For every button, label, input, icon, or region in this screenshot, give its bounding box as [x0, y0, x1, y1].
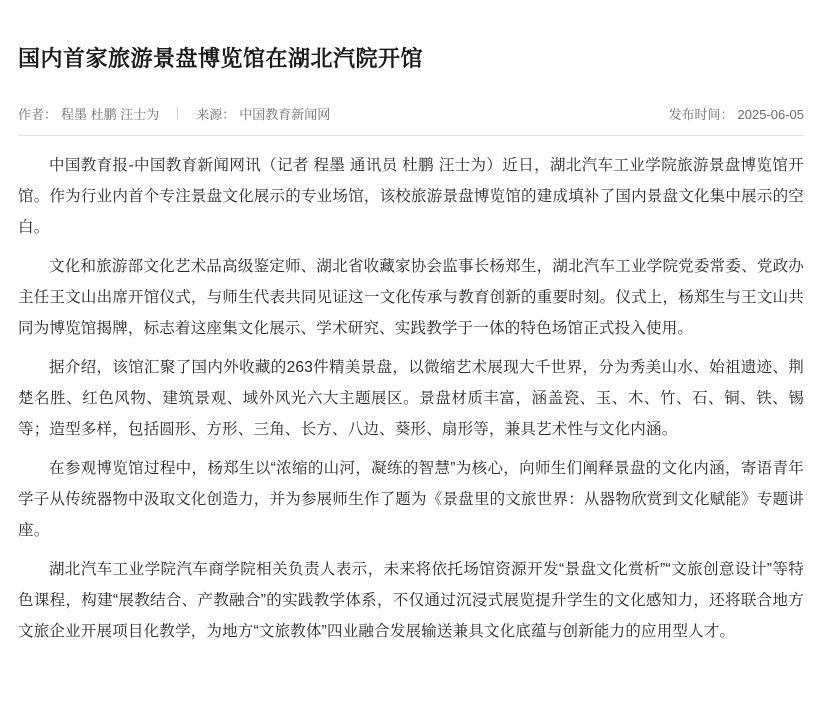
author-names: 程墨 杜鹏 汪士为 [61, 107, 160, 123]
author-info [18, 104, 159, 123]
article-paragraph: 在参观博览馆过程中，杨郑生以“浓缩的山河，凝练的智慧”为核心，向师生们阐释景盘的文化内涵，寄语青年学子从传统器物中汲取文化创造力，并为参展师生作了题为《景盘里的文旅世界：从器物欣赏到文化赋能》专题讲座。 [18, 460, 804, 540]
page-title: 国内首家旅游景盘博览馆在湖北汽院开馆 [18, 45, 424, 71]
article-page [0, 15, 822, 717]
publish-label: 发布时间： [668, 107, 734, 123]
author-label: 作者： [18, 107, 58, 123]
source-info [196, 104, 330, 123]
publish-date: 2025-06-05 [737, 107, 804, 123]
article-paragraph: 湖北汽车工业学院汽车商学院相关负责人表示，未来将依托场馆资源开发“景盘文化赏析”“文旅创意设计”等特色课程，构建“展教结合、产教融合”的实践教学体系，不仅通过沉浸式展览提升学生的文化感知力，还将联合地方文旅企业开展项目化教学，为地方“文旅教体”四业融合发展输送兼具文化底蕴与创新能力的应用型人才。 [18, 561, 804, 641]
article-paragraph: 中国教育报-中国教育新闻网讯（记者 程墨 通讯员 杜鹏 汪士为）近日，湖北汽车工业学院旅游景盘博览馆开馆。作为行业内首个专注景盘文化展示的专业场馆，该校旅游景盘博览馆的建成填补了国内景盘文化集中展示的空白。 [18, 157, 804, 237]
article-paragraph: 据介绍，该馆汇聚了国内外收藏的263件精美景盘，以微缩艺术展现大千世界，分为秀美山水、始祖遗迹、荆楚名胜、红色风物、建筑景观、域外风光六大主题展区。景盘材质丰富，涵盖瓷、玉、木、竹、石、铜、铁、锡等；造型多样，包括圆形、方形、三角、长方、八边、葵形、扇形等，兼具艺术性与文化内涵。 [18, 359, 804, 439]
publish-info [668, 104, 804, 123]
article-body [18, 136, 804, 647]
meta-left-group [18, 104, 330, 123]
source-name: 中国教育新闻网 [239, 107, 331, 123]
article-paragraph: 文化和旅游部文化艺术品高级鉴定师、湖北省收藏家协会监事长杨郑生，湖北汽车工业学院党委常委、党政办主任王文山出席开馆仪式，与师生代表共同见证这一文化传承与教育创新的重要时刻。仪式上，杨郑生与王文山共同为博览馆揭牌，标志着这座集文化展示、学术研究、实践教学于一体的特色场馆正式投入使用。 [18, 258, 804, 338]
source-label: 来源： [196, 107, 236, 123]
meta-divider [177, 107, 178, 120]
article-meta-bar [18, 94, 804, 136]
